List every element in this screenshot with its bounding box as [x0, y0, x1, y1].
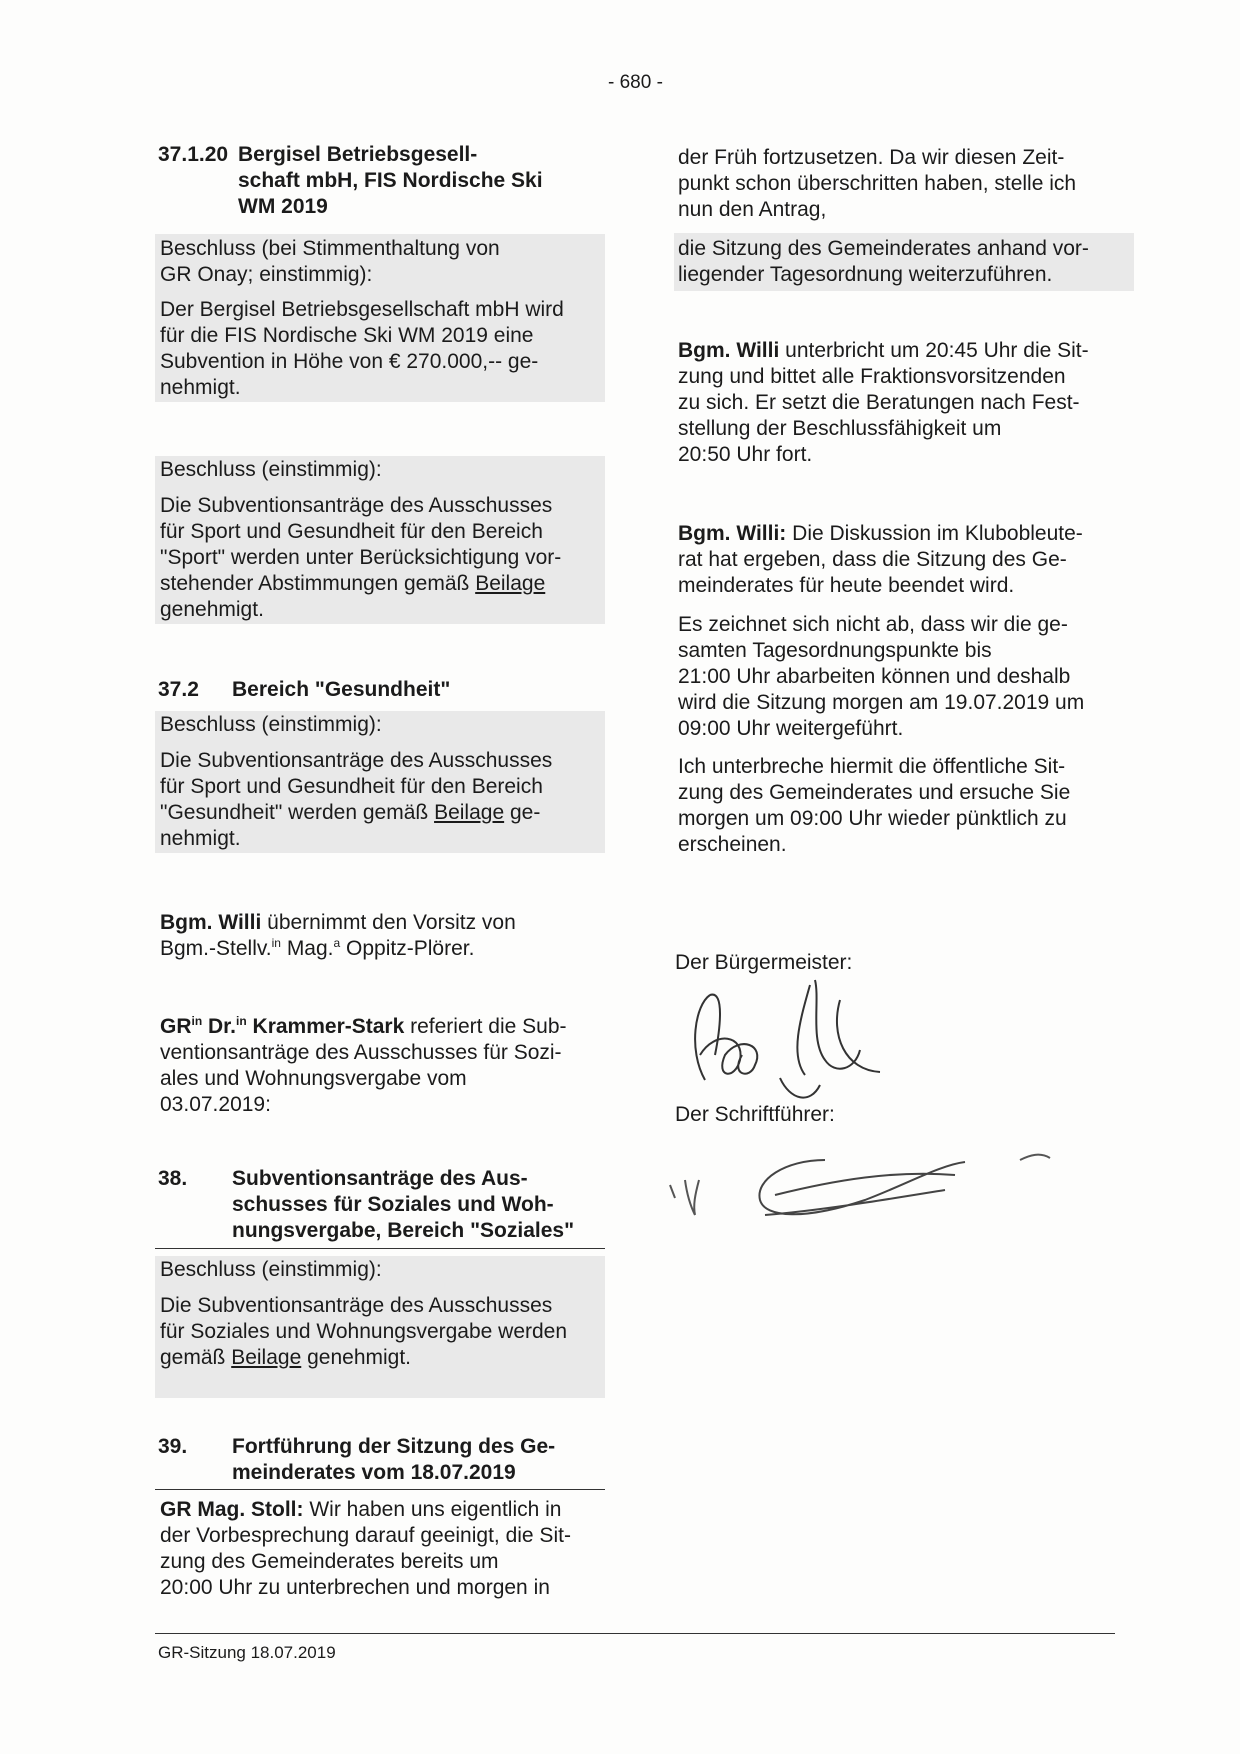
text-span: Mag.	[280, 937, 334, 960]
section-title: Bergisel Betriebsgesell-	[238, 143, 478, 166]
discussion-paragraph	[678, 521, 1083, 599]
text-line: stellung der Beschlussfähigkeit um	[678, 417, 1002, 440]
section-number: 37.2	[158, 678, 199, 701]
text-line: rat hat ergeben, dass die Sitzung des Ge-	[678, 548, 1067, 571]
text-line: liegender Tagesordnung weiterzuführen.	[678, 263, 1053, 286]
text-line: Die Subventionsanträge des Ausschusses	[160, 1294, 553, 1317]
text-line: für Soziales und Wohnungsvergabe werden	[160, 1320, 568, 1343]
resolution-label	[160, 236, 500, 288]
section-number: 37.1.20	[158, 143, 229, 166]
text-line: meinderates für heute beendet wird.	[678, 574, 1015, 597]
text-line: "Sport" werden unter Berücksichtigung vor-	[160, 546, 562, 569]
text-line: Der Bergisel Betriebsgesellschaft mbH wird	[160, 298, 564, 321]
text-line: zung und bittet alle Fraktionsvorsitzenden	[678, 365, 1066, 388]
text-line: 21:00 Uhr abarbeiten können und deshalb	[678, 665, 1071, 688]
text-line: erscheinen.	[678, 833, 787, 856]
mayor-signature-label: Der Bürgermeister:	[675, 951, 853, 974]
text-span: genehmigt.	[301, 1346, 412, 1369]
section-37-2-heading	[158, 677, 450, 703]
text-span: Dr.	[202, 1015, 237, 1038]
text-span: Oppitz-Plörer.	[340, 937, 475, 960]
resolution-label: Beschluss (einstimmig):	[160, 1258, 382, 1281]
resolution-label: Beschluss (einstimmig):	[160, 713, 382, 736]
speaker-name: Bgm. Willi:	[678, 522, 787, 545]
text-span: "Gesundheit" werden gemäß	[160, 801, 435, 824]
section-rule	[155, 1489, 605, 1490]
text-line: Die Subventionsanträge des Ausschusses	[160, 494, 553, 517]
text-line	[160, 800, 552, 826]
text-line: 03.07.2019:	[160, 1093, 271, 1116]
text-span: Wir haben uns eigentlich in	[303, 1498, 562, 1521]
footer-rule	[155, 1633, 1115, 1634]
page-number: - 680 -	[608, 72, 663, 93]
text-line: die Sitzung des Gemeinderates anhand vor-	[678, 237, 1089, 260]
text-span: GR	[160, 1015, 192, 1038]
text-line: Es zeichnet sich nicht ab, dass wir die ge-	[678, 613, 1068, 636]
schedule-paragraph	[678, 612, 1084, 742]
text-line: 20:00 Uhr zu unterbrechen und morgen in	[160, 1576, 550, 1599]
superscript: in	[271, 936, 281, 950]
text-line: punkt schon überschritten haben, stelle ich	[678, 172, 1077, 195]
interruption-paragraph	[678, 338, 1089, 468]
text-line: nun den Antrag,	[678, 198, 827, 221]
secretary-signature-label: Der Schriftführer:	[675, 1103, 835, 1126]
stoll-paragraph	[160, 1497, 571, 1601]
text-line: der Früh fortzusetzen. Da wir diesen Zeit-	[678, 146, 1065, 169]
text-span: Die Diskussion im Klubobleute-	[786, 522, 1083, 545]
text-line: für die FIS Nordische Ski WM 2019 eine	[160, 324, 534, 347]
section-rule	[155, 1248, 605, 1249]
text-span: stehender Abstimmungen gemäß	[160, 572, 476, 595]
text-line: ales und Wohnungsvergabe vom	[160, 1067, 467, 1090]
text-span: unterbricht um 20:45 Uhr die Sit-	[779, 339, 1089, 362]
superscript: a	[333, 936, 341, 950]
text-line: nehmigt.	[160, 827, 241, 850]
section-title: Bereich "Gesundheit"	[232, 678, 451, 701]
text-span: gemäß	[160, 1346, 232, 1369]
beilage-link[interactable]: Beilage	[434, 801, 505, 824]
closing-paragraph	[678, 754, 1070, 858]
text-line: Subvention in Höhe von € 270.000,-- ge-	[160, 350, 539, 373]
section-38-heading	[158, 1166, 608, 1244]
text-line: zung des Gemeinderates bereits um	[160, 1550, 499, 1573]
section-number: 39.	[158, 1435, 188, 1458]
resolution-soziales	[160, 1257, 567, 1371]
text-line: für Sport und Gesundheit für den Bereich	[160, 775, 543, 798]
mayor-signature	[670, 960, 930, 1120]
section-number: 38.	[158, 1167, 188, 1190]
text-line: für Sport und Gesundheit für den Bereich	[160, 520, 543, 543]
text-line	[160, 571, 561, 597]
resolution-text	[160, 297, 564, 401]
beilage-link[interactable]: Beilage	[231, 1346, 302, 1369]
speaker-name: Bgm. Willi	[678, 339, 780, 362]
speaker-name: Bgm. Willi	[160, 911, 262, 934]
continuation-paragraph	[678, 145, 1076, 223]
section-39-heading	[158, 1434, 608, 1486]
text-span: Bgm.-Stellv.	[160, 937, 272, 960]
resolution-gesundheit	[160, 712, 552, 852]
section-title: schaft mbH, FIS Nordische Ski	[238, 169, 543, 192]
text-span: Krammer-Stark	[246, 1015, 405, 1038]
text-line: zu sich. Er setzt die Beratungen nach Fest-	[678, 391, 1080, 414]
speaker-name: GR Mag. Stoll:	[160, 1498, 304, 1521]
speaker-name	[160, 1015, 404, 1038]
superscript: in	[191, 1014, 203, 1028]
text-line	[160, 1345, 567, 1371]
section-title: Fortführung der Sitzung des Ge-	[232, 1435, 556, 1458]
text-span: ge-	[504, 801, 541, 824]
section-title: nungsvergabe, Bereich "Soziales"	[232, 1219, 575, 1242]
text-line: Ich unterbreche hiermit die öffentliche Sit-	[678, 755, 1066, 778]
resolution-sport	[160, 457, 561, 623]
footer-text: GR-Sitzung 18.07.2019	[158, 1643, 336, 1662]
text-span: übernimmt den Vorsitz von	[261, 911, 516, 934]
text-span: referiert die Sub-	[404, 1015, 567, 1038]
section-title: schusses für Soziales und Woh-	[232, 1193, 554, 1216]
text-line: genehmigt.	[160, 598, 264, 621]
secretary-signature	[665, 1140, 1085, 1230]
beilage-link[interactable]: Beilage	[475, 572, 546, 595]
section-title: Subventionsanträge des Aus-	[232, 1167, 528, 1190]
text-line: der Vorbesprechung darauf geeinigt, die Sit-	[160, 1524, 571, 1547]
report-paragraph	[160, 1014, 567, 1118]
resolution-label-line: Beschluss (bei Stimmenthaltung von	[160, 237, 500, 260]
section-title: meinderates vom 18.07.2019	[232, 1461, 516, 1484]
resolution-label: Beschluss (einstimmig):	[160, 458, 382, 481]
motion-text	[678, 236, 1089, 288]
resolution-label-line: GR Onay; einstimmig):	[160, 263, 373, 286]
section-37-1-20-heading	[158, 142, 598, 220]
text-line: morgen um 09:00 Uhr wieder pünktlich zu	[678, 807, 1067, 830]
text-line: wird die Sitzung morgen am 19.07.2019 um	[678, 691, 1085, 714]
text-line: 20:50 Uhr fort.	[678, 443, 813, 466]
section-title: WM 2019	[238, 195, 328, 218]
superscript: in	[236, 1014, 247, 1028]
text-line: samten Tagesordnungspunkte bis	[678, 639, 992, 662]
text-line: nehmigt.	[160, 376, 241, 399]
text-line: ventionsanträge des Ausschusses für Sozi-	[160, 1041, 562, 1064]
chair-change-paragraph	[160, 910, 516, 962]
text-line: Die Subventionsanträge des Ausschusses	[160, 749, 553, 772]
text-line: zung des Gemeinderates und ersuche Sie	[678, 781, 1071, 804]
text-line: 09:00 Uhr weitergeführt.	[678, 717, 904, 740]
